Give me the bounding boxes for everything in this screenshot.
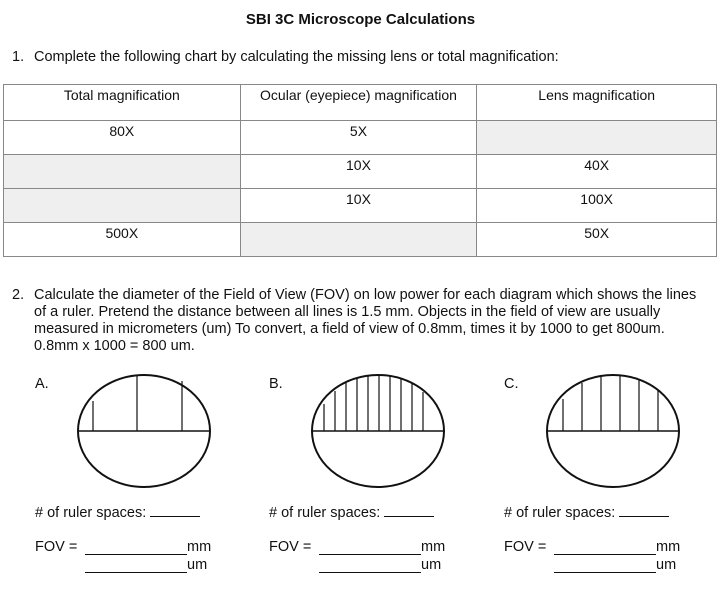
cell-total: 80X: [4, 121, 241, 155]
mm-unit: mm: [187, 539, 212, 555]
um-unit: um: [656, 557, 677, 573]
diagram-letter: B.: [269, 376, 283, 392]
mm-unit: mm: [656, 539, 681, 555]
ruler-spaces-answer-line[interactable]: [619, 502, 669, 517]
ruler-spaces-answer-line[interactable]: [150, 502, 200, 517]
fov-label: FOV =: [504, 539, 547, 555]
header-ocular-magnification: Ocular (eyepiece) magnification: [240, 85, 477, 121]
diagram-b: [264, 373, 494, 588]
cell-ocular: 10X: [240, 155, 477, 189]
um-unit: um: [187, 557, 208, 573]
cell-ocular-blank[interactable]: [240, 223, 477, 257]
um-unit: um: [421, 557, 442, 573]
fov-um-answer-line[interactable]: [554, 559, 656, 573]
ruler-spaces-label: # of ruler spaces:: [504, 505, 616, 521]
fov-um-answer-line[interactable]: [85, 559, 187, 573]
cell-total: 500X: [4, 223, 241, 257]
magnification-chart: [3, 84, 717, 257]
question-2-number: 2.: [12, 287, 25, 303]
ruler-spaces-label: # of ruler spaces:: [35, 505, 147, 521]
ruler-spaces-label: # of ruler spaces:: [269, 505, 381, 521]
diagram-a: [30, 373, 260, 588]
ruler-spaces-prompt: [269, 502, 434, 521]
diagram-letter: A.: [35, 376, 49, 392]
cell-ocular: 10X: [240, 189, 477, 223]
ruler-spaces-prompt: [35, 502, 200, 521]
cell-total-blank[interactable]: [4, 155, 241, 189]
cell-lens-blank[interactable]: [477, 121, 717, 155]
table-row: [4, 189, 717, 223]
mm-unit: mm: [421, 539, 446, 555]
cell-lens: 40X: [477, 155, 717, 189]
fov-mm-answer-line[interactable]: [319, 541, 421, 555]
question-1-number: 1.: [12, 49, 25, 65]
fov-label: FOV =: [35, 539, 78, 555]
field-of-view-circle: [74, 373, 214, 491]
diagram-c: [499, 373, 721, 588]
fov-mm-answer-line[interactable]: [85, 541, 187, 555]
cell-lens: 50X: [477, 223, 717, 257]
cell-lens: 100X: [477, 189, 717, 223]
field-of-view-circle: [543, 373, 683, 491]
cell-total-blank[interactable]: [4, 189, 241, 223]
ruler-spaces-prompt: [504, 502, 669, 521]
cell-ocular: 5X: [240, 121, 477, 155]
diagram-letter: C.: [504, 376, 519, 392]
chart-header-row: [4, 85, 717, 121]
table-row: [4, 155, 717, 189]
table-row: [4, 121, 717, 155]
header-lens-magnification: Lens magnification: [477, 85, 717, 121]
worksheet-title: SBI 3C Microscope Calculations: [245, 11, 476, 28]
fov-label: FOV =: [269, 539, 312, 555]
fov-mm-answer-line[interactable]: [554, 541, 656, 555]
fov-um-answer-line[interactable]: [319, 559, 421, 573]
question-1-text: Complete the following chart by calculating the missing lens or total magnification:: [34, 49, 559, 65]
field-of-view-circle: [308, 373, 448, 491]
ruler-spaces-answer-line[interactable]: [384, 502, 434, 517]
header-total-magnification: Total magnification: [4, 85, 241, 121]
question-2-text: Calculate the diameter of the Field of View (FOV) on low power for each diagram which shows the lines of a ruler. Pretend the distance between all lines is 1.5 mm. Objects in the field of view are usually measured in micrometers (um) To convert, a field of view of 0.8mm, times it by 1000 to get 800um. 0.8mm x 1000 = 800 um.: [34, 287, 697, 354]
table-row: [4, 223, 717, 257]
